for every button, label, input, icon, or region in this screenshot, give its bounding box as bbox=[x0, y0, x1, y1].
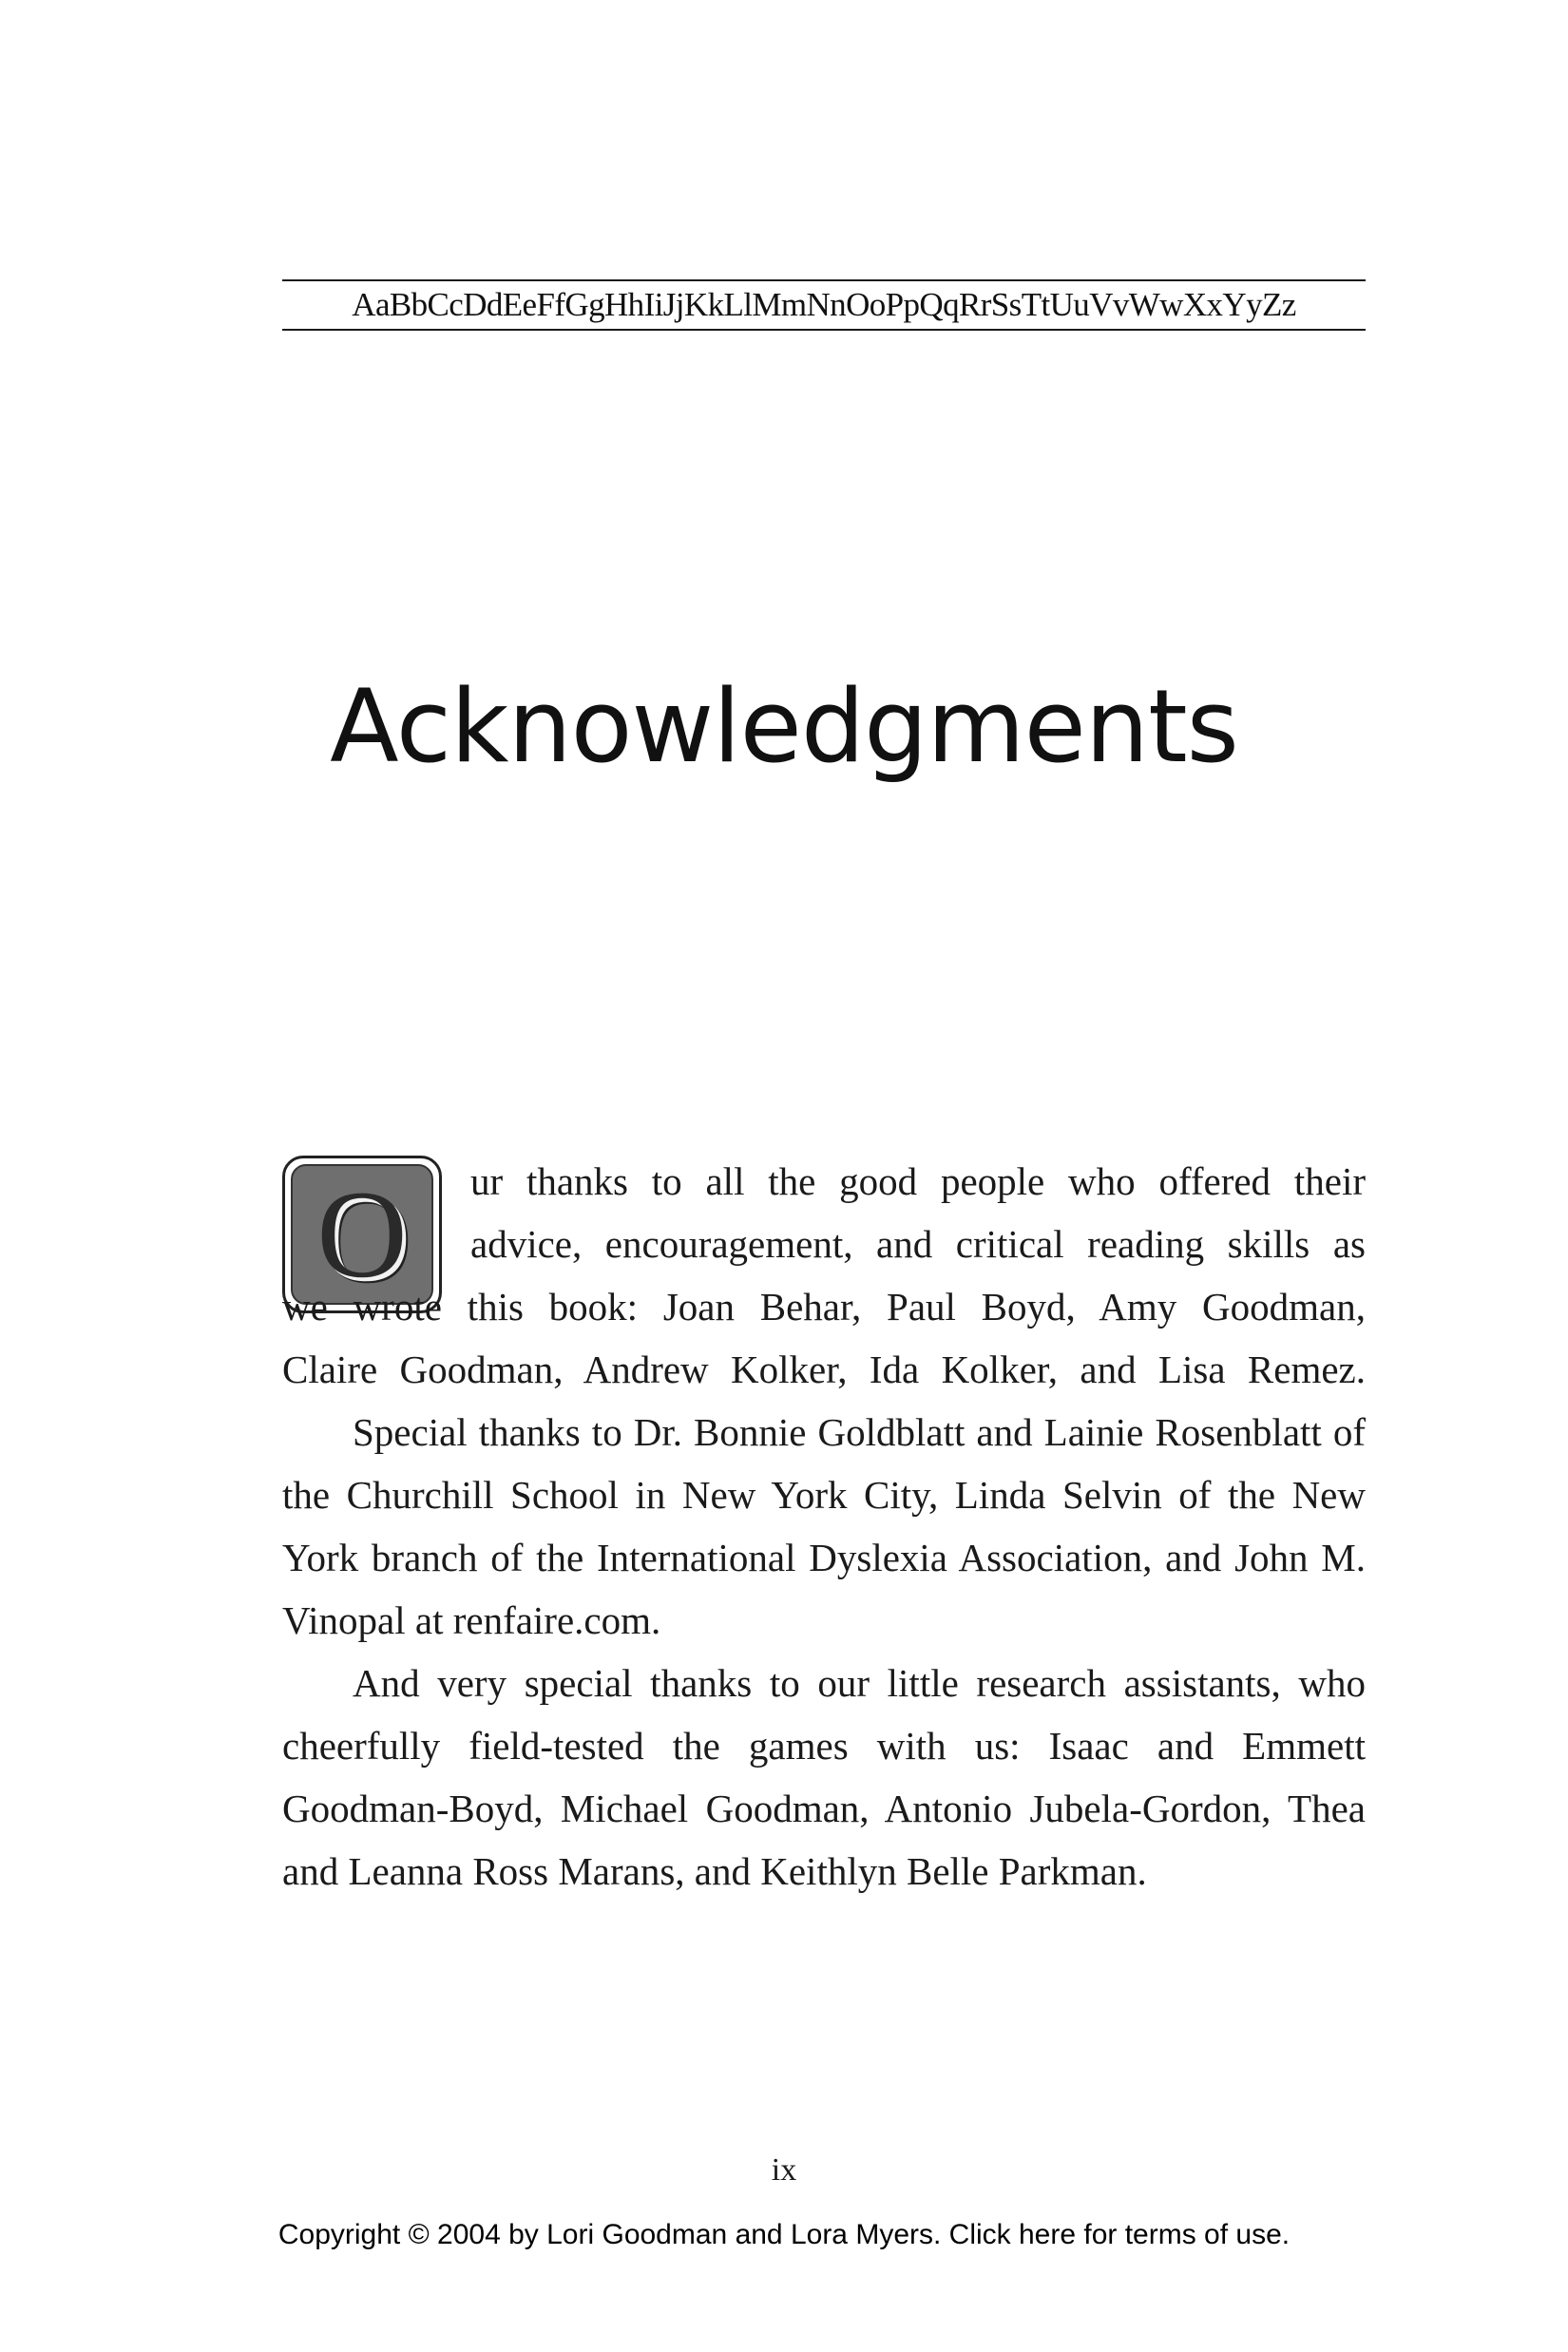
paragraph1-line: advice, encouragement, and critical reading skills as bbox=[470, 1222, 1366, 1266]
drop-cap-letter: O bbox=[316, 1164, 408, 1304]
copyright-footer bbox=[0, 2216, 1568, 2254]
alphabet-header-text: AaBbCcDdEeFfGgHhIiJjKkLlMmNnOoPpQqRrSsTtUuVvWwXxYyZz bbox=[352, 286, 1296, 323]
body-text bbox=[282, 1150, 1366, 1903]
copyright-text: Copyright © 2004 by Lori Goodman and Lora Myers. bbox=[277, 2219, 949, 2250]
terms-of-use-link[interactable]: Click here for terms of use. bbox=[948, 2219, 1291, 2250]
paragraph1-line: Claire Goodman, Andrew Kolker, Ida Kolker, and Lisa Remez. bbox=[282, 1348, 1366, 1391]
page-number: ix bbox=[771, 2152, 797, 2188]
paragraph-3: And very special thanks to our little research assistants, who cheerfully field-tested the games with us: Isaac and Emmett Goodman-Boyd, Michael Goodman, Antonio Jubela-Gordon, Thea and Leanna Ross Marans, and Keithlyn Belle Parkman. bbox=[282, 1661, 1366, 1893]
paragraph1-line: we wrote this book: Joan Behar, Paul Boyd, Amy Goodman, bbox=[282, 1285, 1366, 1329]
paragraph1-line: ur thanks to all the good people who offered their bbox=[470, 1159, 1366, 1203]
alphabet-header-bar bbox=[282, 279, 1366, 331]
page-title: Acknowledgments bbox=[330, 668, 1238, 785]
paragraph-2: Special thanks to Dr. Bonnie Goldblatt and Lainie Rosenblatt of the Churchill School in New York City, Linda Selvin of the New York branch of the International Dyslexia Association, and John M. Vinopal at renfaire.com. bbox=[282, 1410, 1366, 1642]
